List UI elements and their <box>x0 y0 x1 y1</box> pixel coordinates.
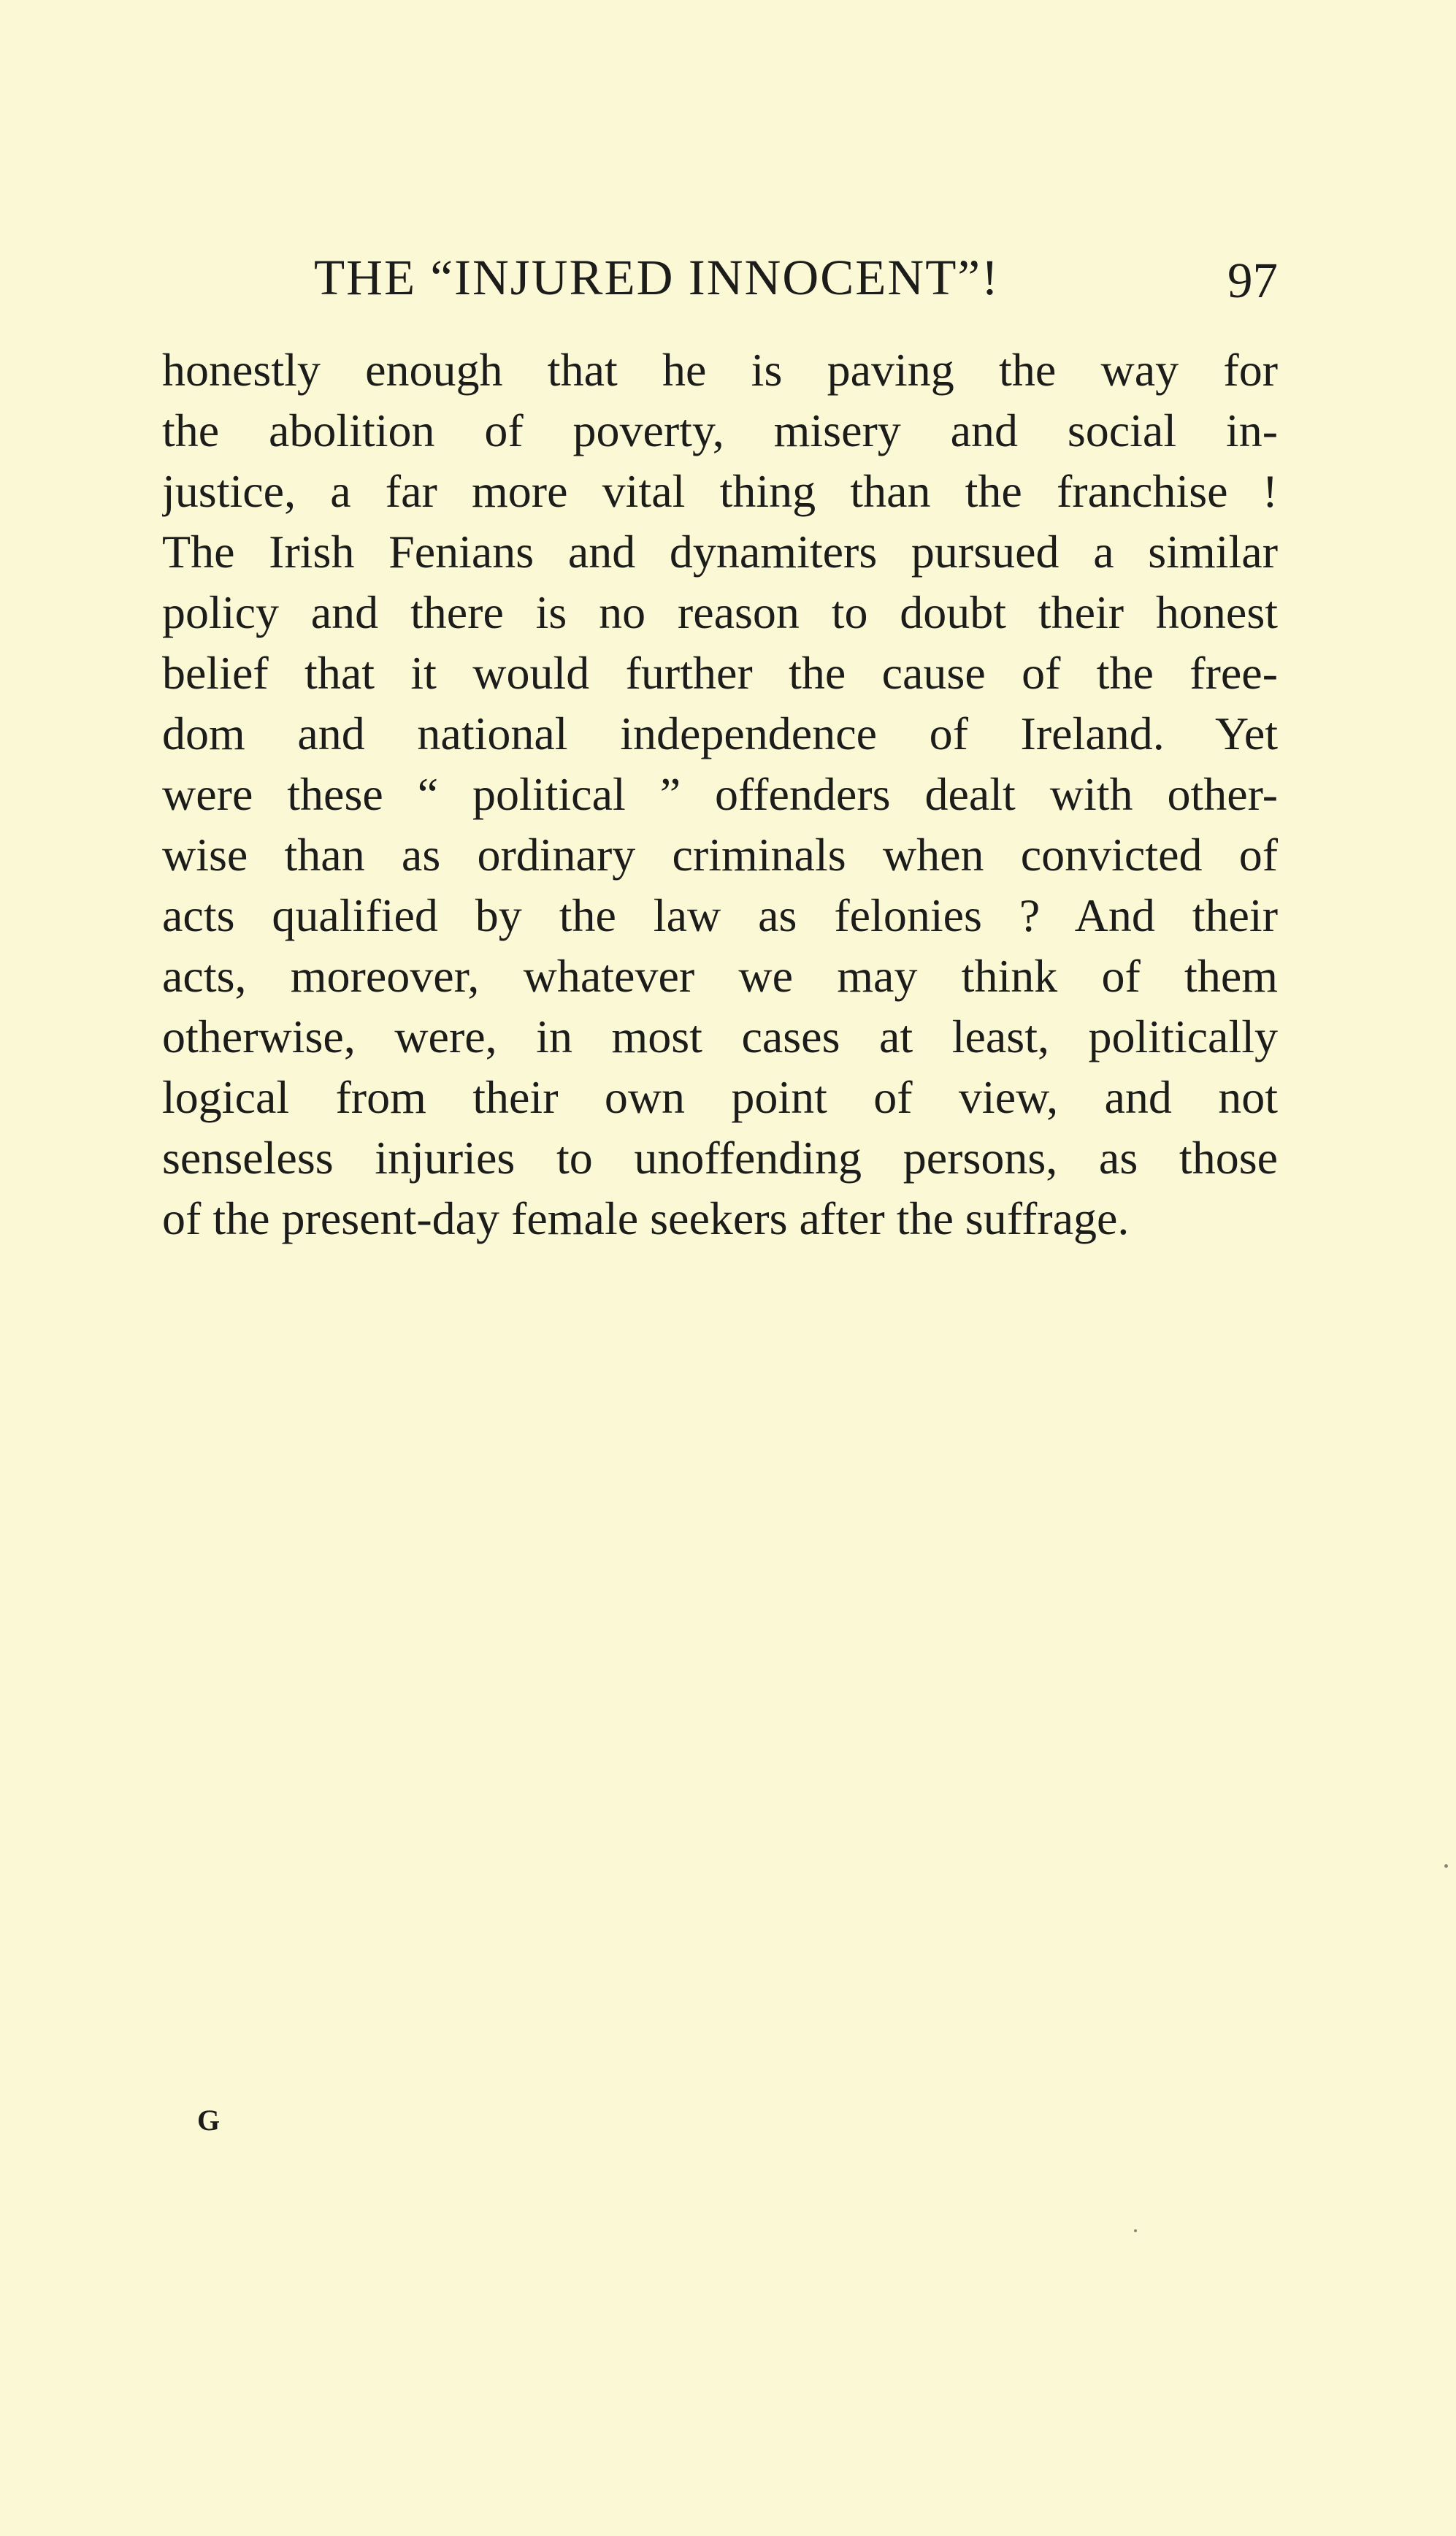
text-line-7: dom and national independence of Ireland. Yet <box>162 708 1278 759</box>
text-line-5: policy and there is no reason to doubt their honest <box>162 586 1278 638</box>
text-line-9: wise than as ordinary criminals when convicted of <box>162 829 1278 881</box>
text-line-4: The Irish Fenians and dynamiters pursued a similar <box>162 526 1278 578</box>
running-head <box>168 241 1278 314</box>
text-line-3: justice, a far more vital thing than the franchise ! <box>162 465 1278 517</box>
text-line-10: acts qualified by the law as felonies ? And their <box>162 889 1278 941</box>
text-line-13: logical from their own point of view, and not <box>162 1071 1278 1123</box>
text-line-15: of the present-day female seekers after the suffrage. <box>162 1192 1130 1244</box>
paper-speck <box>1134 2229 1137 2232</box>
text-line-14: senseless injuries to unoffending persons, as those <box>162 1132 1278 1184</box>
text-line-6: belief that it would further the cause of the free- <box>162 647 1278 699</box>
text-line-12: otherwise, were, in most cases at least, politically <box>162 1011 1278 1062</box>
running-title: THE “INJURED INNOCENT”! <box>314 250 1000 305</box>
paper-speck <box>1444 1864 1448 1868</box>
text-line-11: acts, moreover, whatever we may think of them <box>162 950 1278 1002</box>
text-line-1: honestly enough that he is paving the way for <box>162 344 1278 396</box>
page-number: 97 <box>1227 253 1278 308</box>
text-line-8: were these “ political ” offenders dealt with other- <box>162 768 1278 820</box>
text-line-2: the abolition of poverty, misery and social in- <box>162 405 1278 456</box>
signature-mark: G <box>197 2104 221 2137</box>
body-text <box>162 340 1278 1249</box>
